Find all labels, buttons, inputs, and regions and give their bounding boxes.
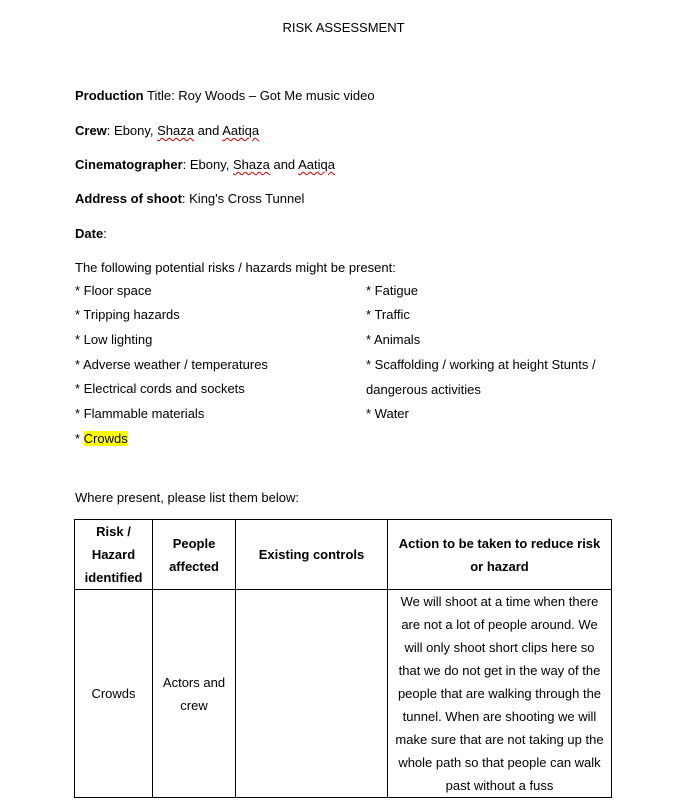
- cinematographer-name-shaza: Shaza: [232, 157, 270, 172]
- cinematographer-and: and: [269, 157, 299, 172]
- cell-risk: Crowds: [75, 590, 153, 798]
- crew-label: Crew: [75, 123, 107, 138]
- risk-item-dangerous-activities: dangerous activities: [366, 382, 481, 397]
- address-value: : King's Cross Tunnel: [181, 191, 305, 206]
- risk-item-floor-space: * Floor space: [75, 283, 152, 298]
- table-row: [75, 590, 612, 798]
- risk-item-low-lighting: * Low lighting: [75, 332, 153, 347]
- risk-item-traffic: * Traffic: [366, 307, 410, 322]
- table-header-row: [75, 520, 612, 590]
- list-intro: Where present, please list them below:: [75, 490, 299, 505]
- production-value: Title: Roy Woods – Got Me music video: [143, 88, 375, 103]
- risk-item-crowds: [75, 431, 128, 446]
- crew-name-aatiqa: Aatiqa: [222, 123, 260, 138]
- header-existing-controls: Existing controls: [236, 520, 388, 590]
- crew-prefix: : Ebony,: [106, 123, 158, 138]
- risk-item-tripping-hazards: * Tripping hazards: [75, 307, 180, 322]
- crew-line: [75, 123, 259, 138]
- header-risk-hazard: Risk / Hazard identified: [75, 520, 153, 590]
- date-value: :: [103, 226, 107, 241]
- risk-item-adverse-weather: * Adverse weather / temperatures: [75, 357, 268, 372]
- cell-controls: [236, 590, 388, 798]
- cinematographer-line: [75, 157, 335, 172]
- document-title: RISK ASSESSMENT: [282, 20, 405, 35]
- cinematographer-label: Cinematographer: [75, 157, 183, 172]
- risk-item-scaffolding: * Scaffolding / working at height Stunts /: [366, 357, 596, 372]
- address-line: [75, 191, 304, 206]
- risk-item-crowds-prefix: *: [75, 431, 84, 446]
- risk-item-crowds-highlighted: Crowds: [83, 431, 128, 446]
- date-line: [75, 226, 107, 241]
- crew-and: and: [194, 123, 223, 138]
- production-line: [75, 88, 375, 103]
- risk-item-electrical-cords: * Electrical cords and sockets: [75, 381, 245, 396]
- cell-action: We will shoot at a time when there are not a lot of people around. We will only shoot short clips here so that we do not get in the way of the people that are walking through the tunnel. When are shooting we will make sure that are not taking up the whole path so that people can walk past without a fuss: [388, 590, 612, 798]
- header-action: Action to be taken to reduce risk or hazard: [388, 520, 612, 590]
- risks-intro: The following potential risks / hazards might be present:: [75, 260, 396, 275]
- cell-people: Actors and crew: [153, 590, 236, 798]
- risk-table: [74, 519, 612, 798]
- address-label: Address of shoot: [75, 191, 182, 206]
- cinematographer-name-aatiqa: Aatiqa: [298, 157, 335, 172]
- date-label: Date: [75, 226, 104, 241]
- crew-name-shaza: Shaza: [157, 123, 195, 138]
- risk-item-flammable-materials: * Flammable materials: [75, 406, 205, 421]
- risk-item-fatigue: * Fatigue: [366, 283, 419, 298]
- production-label: Production: [75, 88, 144, 103]
- risk-item-animals: * Animals: [366, 332, 421, 347]
- risk-item-water: * Water: [366, 406, 409, 421]
- cinematographer-prefix: : Ebony,: [182, 157, 233, 172]
- header-people-affected: People affected: [153, 520, 236, 590]
